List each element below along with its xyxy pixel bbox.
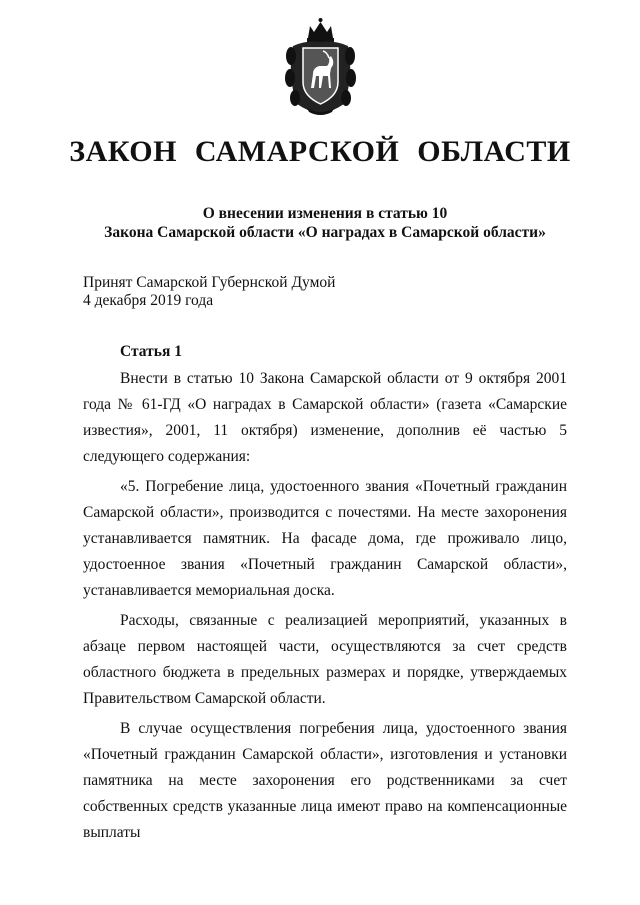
law-subtitle: [60, 204, 590, 242]
subtitle-line: Закона Самарской области «О наградах в Самарской области»: [104, 224, 546, 241]
article-body: [83, 366, 567, 850]
adoption-date: 4 декабря 2019 года: [83, 292, 214, 309]
adoption-info: [83, 274, 483, 310]
article-paragraph: Расходы, связанные с реализацией мероприятий, указанных в абзаце первом настоящей части, осуществляются за счет средств областного бюджета в предельных размерах и порядке, утверждаемых Правительством Самарской области.: [83, 612, 567, 707]
article-paragraph: В случае осуществления погребения лица, удостоенного звания «Почетный гражданин Самарской области», изготовления и установки памятника на месте захоронения его родственниками за счет собственных средств указанные лица имеют право на компенсационные выплаты: [83, 720, 567, 841]
law-title: ЗАКОН САМАРСКОЙ ОБЛАСТИ: [69, 135, 571, 168]
samara-coat-of-arms-icon: [283, 16, 358, 116]
article-paragraph: «5. Погребение лица, удостоенного звания «Почетный гражданин Самарской области», производится с почестями. На месте захоронения устанавливается памятник. На фасаде дома, где проживало лицо, удостоенное звания «Почетный гражданин Самарской области», устанавливается мемориальная доска.: [83, 478, 567, 599]
adoption-body: Принят Самарской Губернской Думой: [83, 274, 336, 291]
subtitle-line: О внесении изменения в статью 10: [202, 205, 448, 222]
article-paragraph: Внести в статью 10 Закона Самарской области от 9 октября 2001 года № 61-ГД «О наградах в Самарской области» (газета «Самарские известия», 2001, 11 октября) изменение, дополнив её частью 5 следующего содержания:: [83, 370, 567, 465]
article-heading: Статья 1: [120, 343, 182, 360]
